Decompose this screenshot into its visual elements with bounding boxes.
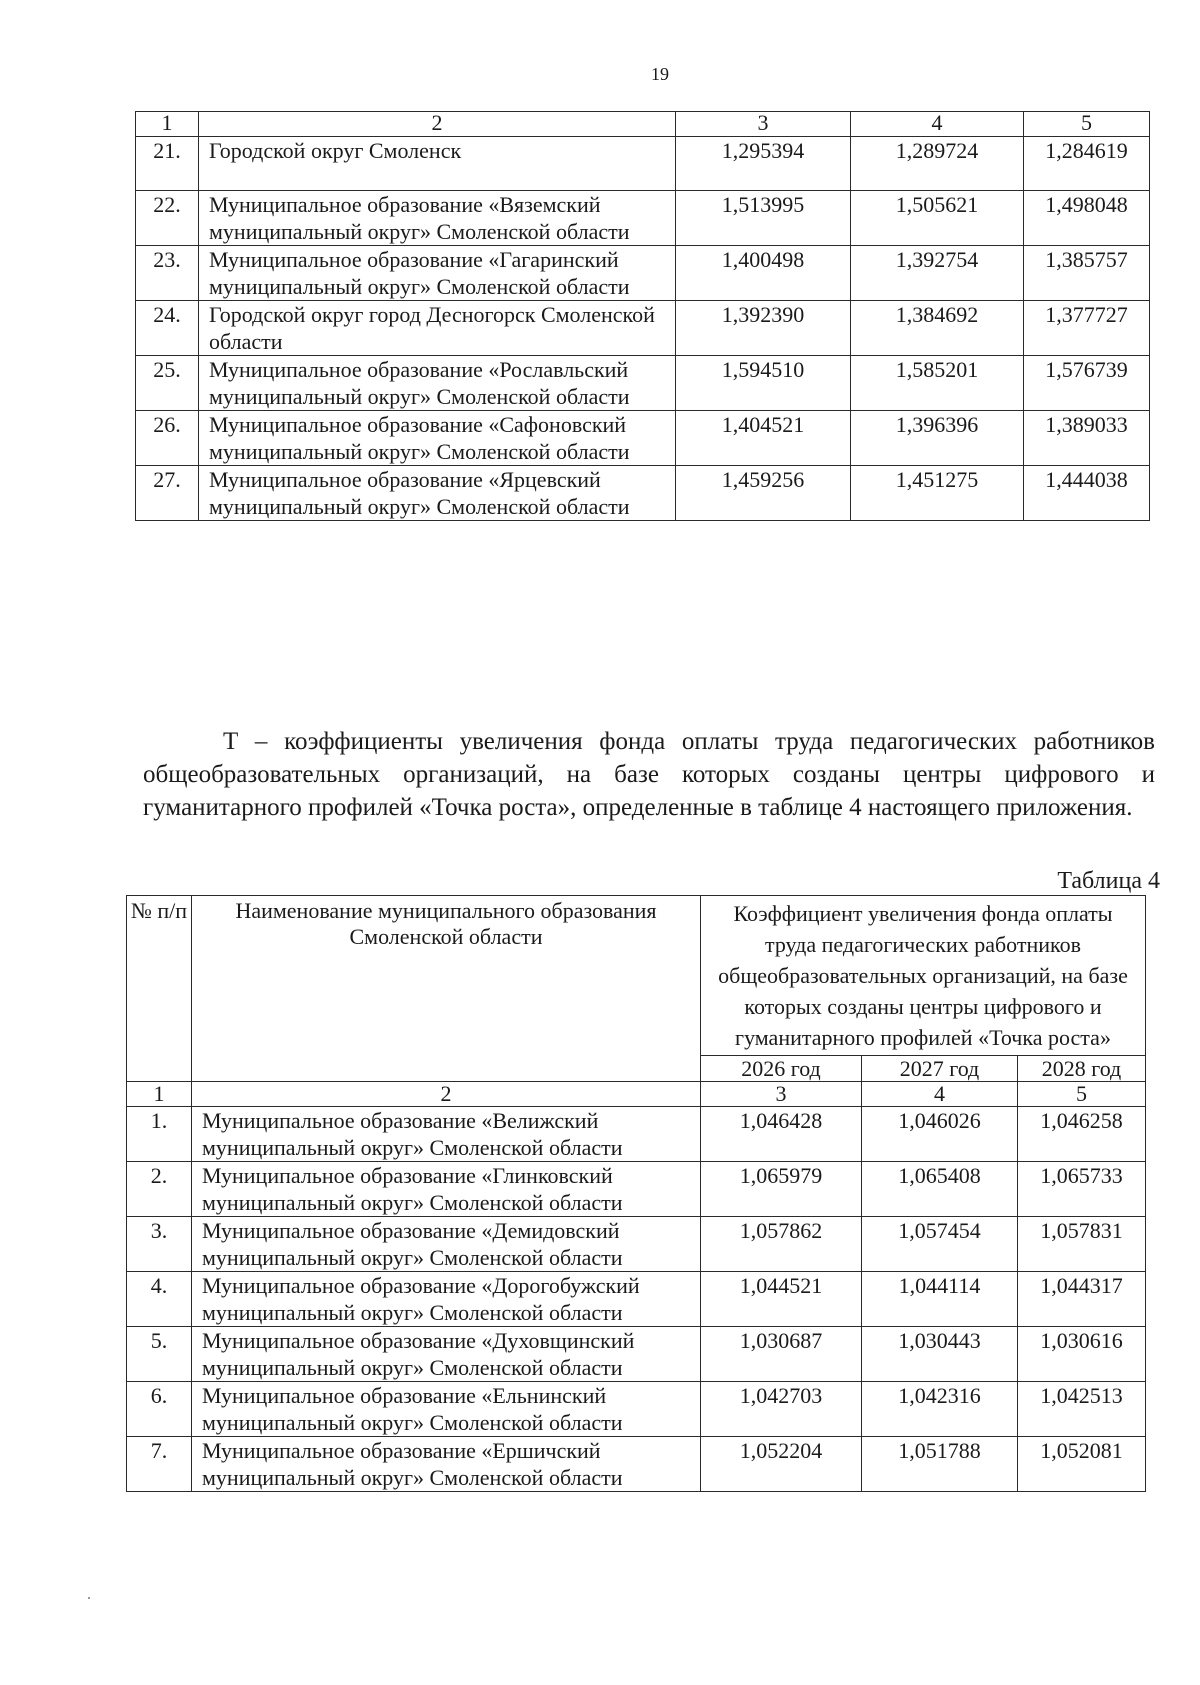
value-2027: 1,057454 bbox=[862, 1217, 1018, 1272]
table-row bbox=[136, 466, 1150, 521]
value-2026: 1,044521 bbox=[701, 1272, 862, 1327]
row-number: 26. bbox=[136, 411, 199, 466]
index-cell: 1 bbox=[127, 1082, 192, 1107]
row-number: 25. bbox=[136, 356, 199, 411]
table-row bbox=[127, 1382, 1146, 1437]
row-number: 4. bbox=[127, 1272, 192, 1327]
municipality-name: Муниципальное образование «Демидовский муниципальный округ» Смоленской области bbox=[192, 1217, 701, 1272]
index-cell: 4 bbox=[851, 112, 1024, 137]
index-cell: 3 bbox=[676, 112, 851, 137]
table-row bbox=[136, 137, 1150, 191]
table-row bbox=[127, 1272, 1146, 1327]
index-cell: 1 bbox=[136, 112, 199, 137]
municipality-name: Муниципальное образование «Ельнинский муниципальный округ» Смоленской области bbox=[192, 1382, 701, 1437]
value-2027: 1,384692 bbox=[851, 301, 1024, 356]
row-number: 3. bbox=[127, 1217, 192, 1272]
index-cell: 2 bbox=[199, 112, 676, 137]
index-cell: 5 bbox=[1024, 112, 1150, 137]
value-2028: 1,385757 bbox=[1024, 246, 1150, 301]
table-index-row bbox=[127, 1082, 1146, 1107]
value-2027: 1,030443 bbox=[862, 1327, 1018, 1382]
municipality-name: Городской округ город Десногорск Смоленской области bbox=[199, 301, 676, 356]
value-2028: 1,052081 bbox=[1018, 1437, 1146, 1492]
value-2026: 1,065979 bbox=[701, 1162, 862, 1217]
row-number: 24. bbox=[136, 301, 199, 356]
value-2026: 1,052204 bbox=[701, 1437, 862, 1492]
value-2026: 1,295394 bbox=[676, 137, 851, 191]
table-row bbox=[127, 1437, 1146, 1492]
index-cell: 4 bbox=[862, 1082, 1018, 1107]
municipality-name: Городской округ Смоленск bbox=[199, 137, 676, 191]
header-coefficient: Коэффициент увеличения фонда оплаты труда педагогических работников общеобразовательных организаций, на базе которых созданы центры цифрового и гуманитарного профилей «Точка роста» bbox=[701, 896, 1146, 1056]
value-2028: 1,057831 bbox=[1018, 1217, 1146, 1272]
municipality-name: Муниципальное образование «Велижский муниципальный округ» Смоленской области bbox=[192, 1107, 701, 1162]
value-2028: 1,444038 bbox=[1024, 466, 1150, 521]
year-2026: 2026 год bbox=[701, 1056, 862, 1082]
value-2028: 1,377727 bbox=[1024, 301, 1150, 356]
value-2026: 1,030687 bbox=[701, 1327, 862, 1382]
row-number: 2. bbox=[127, 1162, 192, 1217]
table-4 bbox=[126, 895, 1146, 1492]
value-2026: 1,057862 bbox=[701, 1217, 862, 1272]
year-2028: 2028 год bbox=[1018, 1056, 1146, 1082]
value-2027: 1,051788 bbox=[862, 1437, 1018, 1492]
municipality-name: Муниципальное образование «Ярцевский муниципальный округ» Смоленской области bbox=[199, 466, 676, 521]
row-number: 22. bbox=[136, 191, 199, 246]
value-2027: 1,392754 bbox=[851, 246, 1024, 301]
value-2026: 1,513995 bbox=[676, 191, 851, 246]
value-2026: 1,459256 bbox=[676, 466, 851, 521]
row-number: 5. bbox=[127, 1327, 192, 1382]
municipality-name: Муниципальное образование «Дорогобужский муниципальный округ» Смоленской области bbox=[192, 1272, 701, 1327]
scan-speck bbox=[88, 1597, 90, 1599]
value-2028: 1,576739 bbox=[1024, 356, 1150, 411]
value-2028: 1,065733 bbox=[1018, 1162, 1146, 1217]
index-cell: 5 bbox=[1018, 1082, 1146, 1107]
value-2027: 1,451275 bbox=[851, 466, 1024, 521]
value-2026: 1,404521 bbox=[676, 411, 851, 466]
municipality-name: Муниципальное образование «Вяземский муниципальный округ» Смоленской области bbox=[199, 191, 676, 246]
table-row bbox=[136, 246, 1150, 301]
municipality-name: Муниципальное образование «Сафоновский муниципальный округ» Смоленской области bbox=[199, 411, 676, 466]
value-2026: 1,046428 bbox=[701, 1107, 862, 1162]
municipality-name: Муниципальное образование «Ершичский муниципальный округ» Смоленской области bbox=[192, 1437, 701, 1492]
table-caption: Таблица 4 bbox=[1057, 868, 1160, 894]
table-row bbox=[136, 191, 1150, 246]
row-number: 21. bbox=[136, 137, 199, 191]
municipality-name: Муниципальное образование «Глинковский муниципальный округ» Смоленской области bbox=[192, 1162, 701, 1217]
value-2026: 1,392390 bbox=[676, 301, 851, 356]
index-cell: 3 bbox=[701, 1082, 862, 1107]
row-number: 6. bbox=[127, 1382, 192, 1437]
value-2028: 1,030616 bbox=[1018, 1327, 1146, 1382]
row-number: 23. bbox=[136, 246, 199, 301]
value-2027: 1,044114 bbox=[862, 1272, 1018, 1327]
body-paragraph: Т – коэффициенты увеличения фонда оплаты труда педагогических работников общеобразовательных организаций, на базе которых созданы центры цифрового и гуманитарного профилей «Точка роста», определенные в таблице 4 настоящего приложения. bbox=[143, 728, 1155, 821]
value-2026: 1,594510 bbox=[676, 356, 851, 411]
row-number: 27. bbox=[136, 466, 199, 521]
value-2028: 1,284619 bbox=[1024, 137, 1150, 191]
table-row bbox=[127, 1107, 1146, 1162]
table-row bbox=[136, 301, 1150, 356]
table-row bbox=[127, 1327, 1146, 1382]
table-row bbox=[136, 411, 1150, 466]
table-header-row bbox=[127, 896, 1146, 1056]
coefficients-table-continuation bbox=[135, 111, 1150, 521]
value-2028: 1,046258 bbox=[1018, 1107, 1146, 1162]
table-index-row bbox=[136, 112, 1150, 137]
page-number: 19 bbox=[651, 64, 669, 84]
value-2027: 1,585201 bbox=[851, 356, 1024, 411]
table-row bbox=[136, 356, 1150, 411]
municipality-name: Муниципальное образование «Гагаринский муниципальный округ» Смоленской области bbox=[199, 246, 676, 301]
value-2028: 1,389033 bbox=[1024, 411, 1150, 466]
value-2026: 1,400498 bbox=[676, 246, 851, 301]
value-2027: 1,396396 bbox=[851, 411, 1024, 466]
value-2026: 1,042703 bbox=[701, 1382, 862, 1437]
year-2027: 2027 год bbox=[862, 1056, 1018, 1082]
value-2027: 1,505621 bbox=[851, 191, 1024, 246]
value-2027: 1,065408 bbox=[862, 1162, 1018, 1217]
value-2028: 1,042513 bbox=[1018, 1382, 1146, 1437]
municipality-name: Муниципальное образование «Рославльский муниципальный округ» Смоленской области bbox=[199, 356, 676, 411]
municipality-name: Муниципальное образование «Духовщинский муниципальный округ» Смоленской области bbox=[192, 1327, 701, 1382]
table-row bbox=[127, 1217, 1146, 1272]
value-2028: 1,044317 bbox=[1018, 1272, 1146, 1327]
header-municipality: Наименование муниципального образования Смоленской области bbox=[192, 896, 701, 1082]
index-cell: 2 bbox=[192, 1082, 701, 1107]
value-2027: 1,046026 bbox=[862, 1107, 1018, 1162]
table-row bbox=[127, 1162, 1146, 1217]
row-number: 1. bbox=[127, 1107, 192, 1162]
header-number: № п/п bbox=[127, 896, 192, 1082]
value-2027: 1,042316 bbox=[862, 1382, 1018, 1437]
value-2028: 1,498048 bbox=[1024, 191, 1150, 246]
row-number: 7. bbox=[127, 1437, 192, 1492]
value-2027: 1,289724 bbox=[851, 137, 1024, 191]
